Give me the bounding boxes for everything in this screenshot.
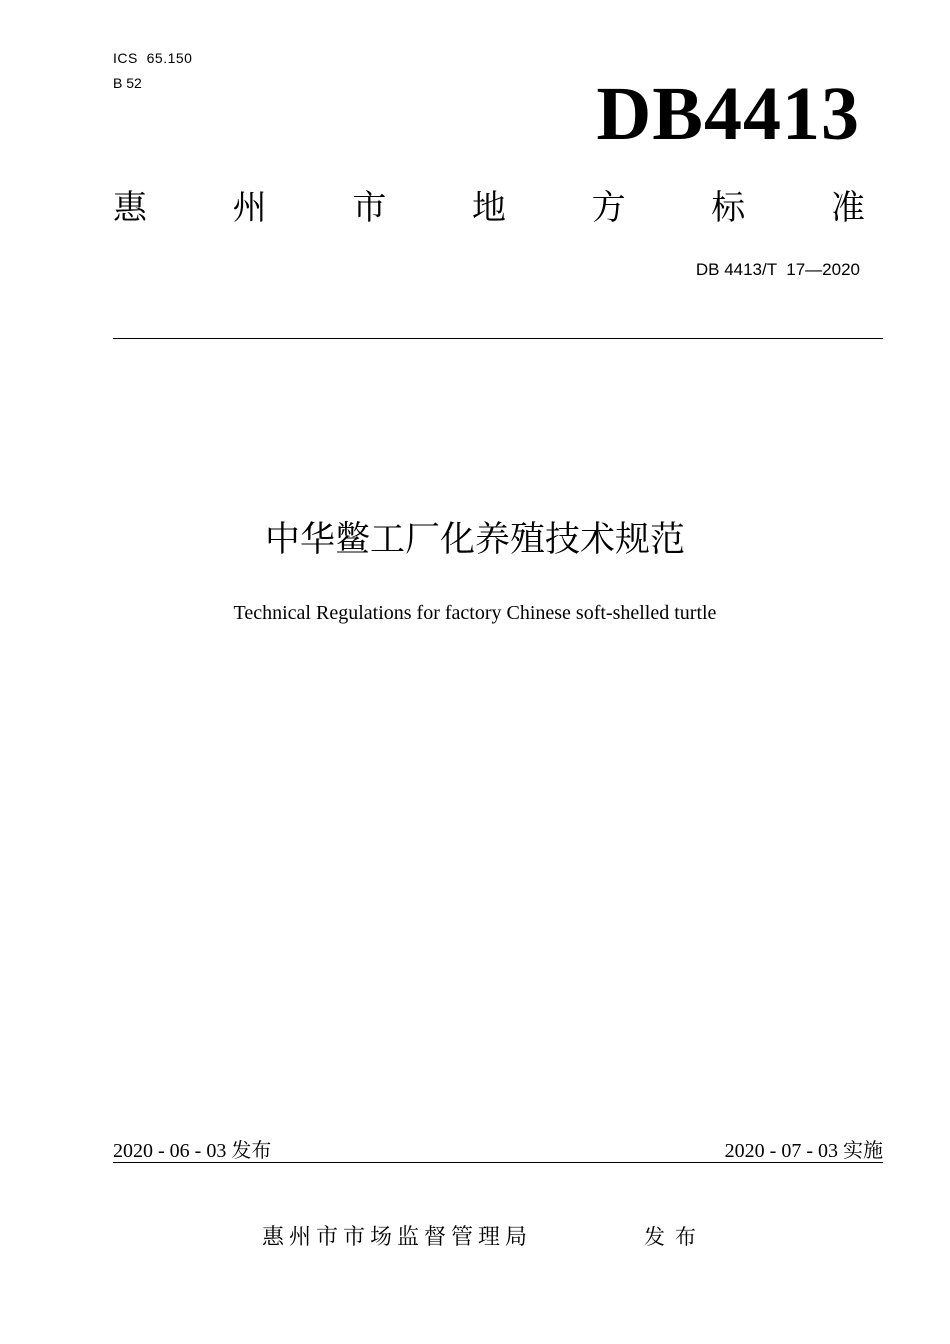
ics-code: ICS 65.150 [113,50,193,66]
standard-type-char: 惠 [113,188,147,228]
issue-label: 发布 [231,1138,272,1162]
standard-type-char: 准 [830,188,865,228]
implement-label: 实施 [843,1138,883,1162]
standard-type-char: 市 [352,188,387,228]
standard-type-char: 方 [591,188,626,228]
top-divider [113,338,883,339]
issue-date [113,1137,271,1164]
standard-code: DB4413 [596,72,860,156]
ccs-code: B 52 [113,75,142,91]
standard-type-char: 标 [711,188,746,228]
publish-label: 发布 [644,1225,706,1249]
issue-date-value: 2020 - 06 - 03 [113,1140,232,1162]
document-title-english: Technical Regulations for factory Chinese soft-shelled turtle [233,602,717,624]
implement-date [600,1137,883,1164]
publisher-name: 惠州市市场监督管理局 [262,1225,533,1250]
standard-type [113,186,865,230]
standard-type-char: 地 [471,188,506,228]
implement-date-value: 2020 - 07 - 03 [724,1140,843,1162]
standard-type-char: 州 [232,188,267,228]
bottom-divider [113,1162,883,1163]
standard-number: DB 4413/T 17—2020 [695,260,860,279]
document-title-chinese: 中华鳖工厂化养殖技术规范 [264,520,685,560]
